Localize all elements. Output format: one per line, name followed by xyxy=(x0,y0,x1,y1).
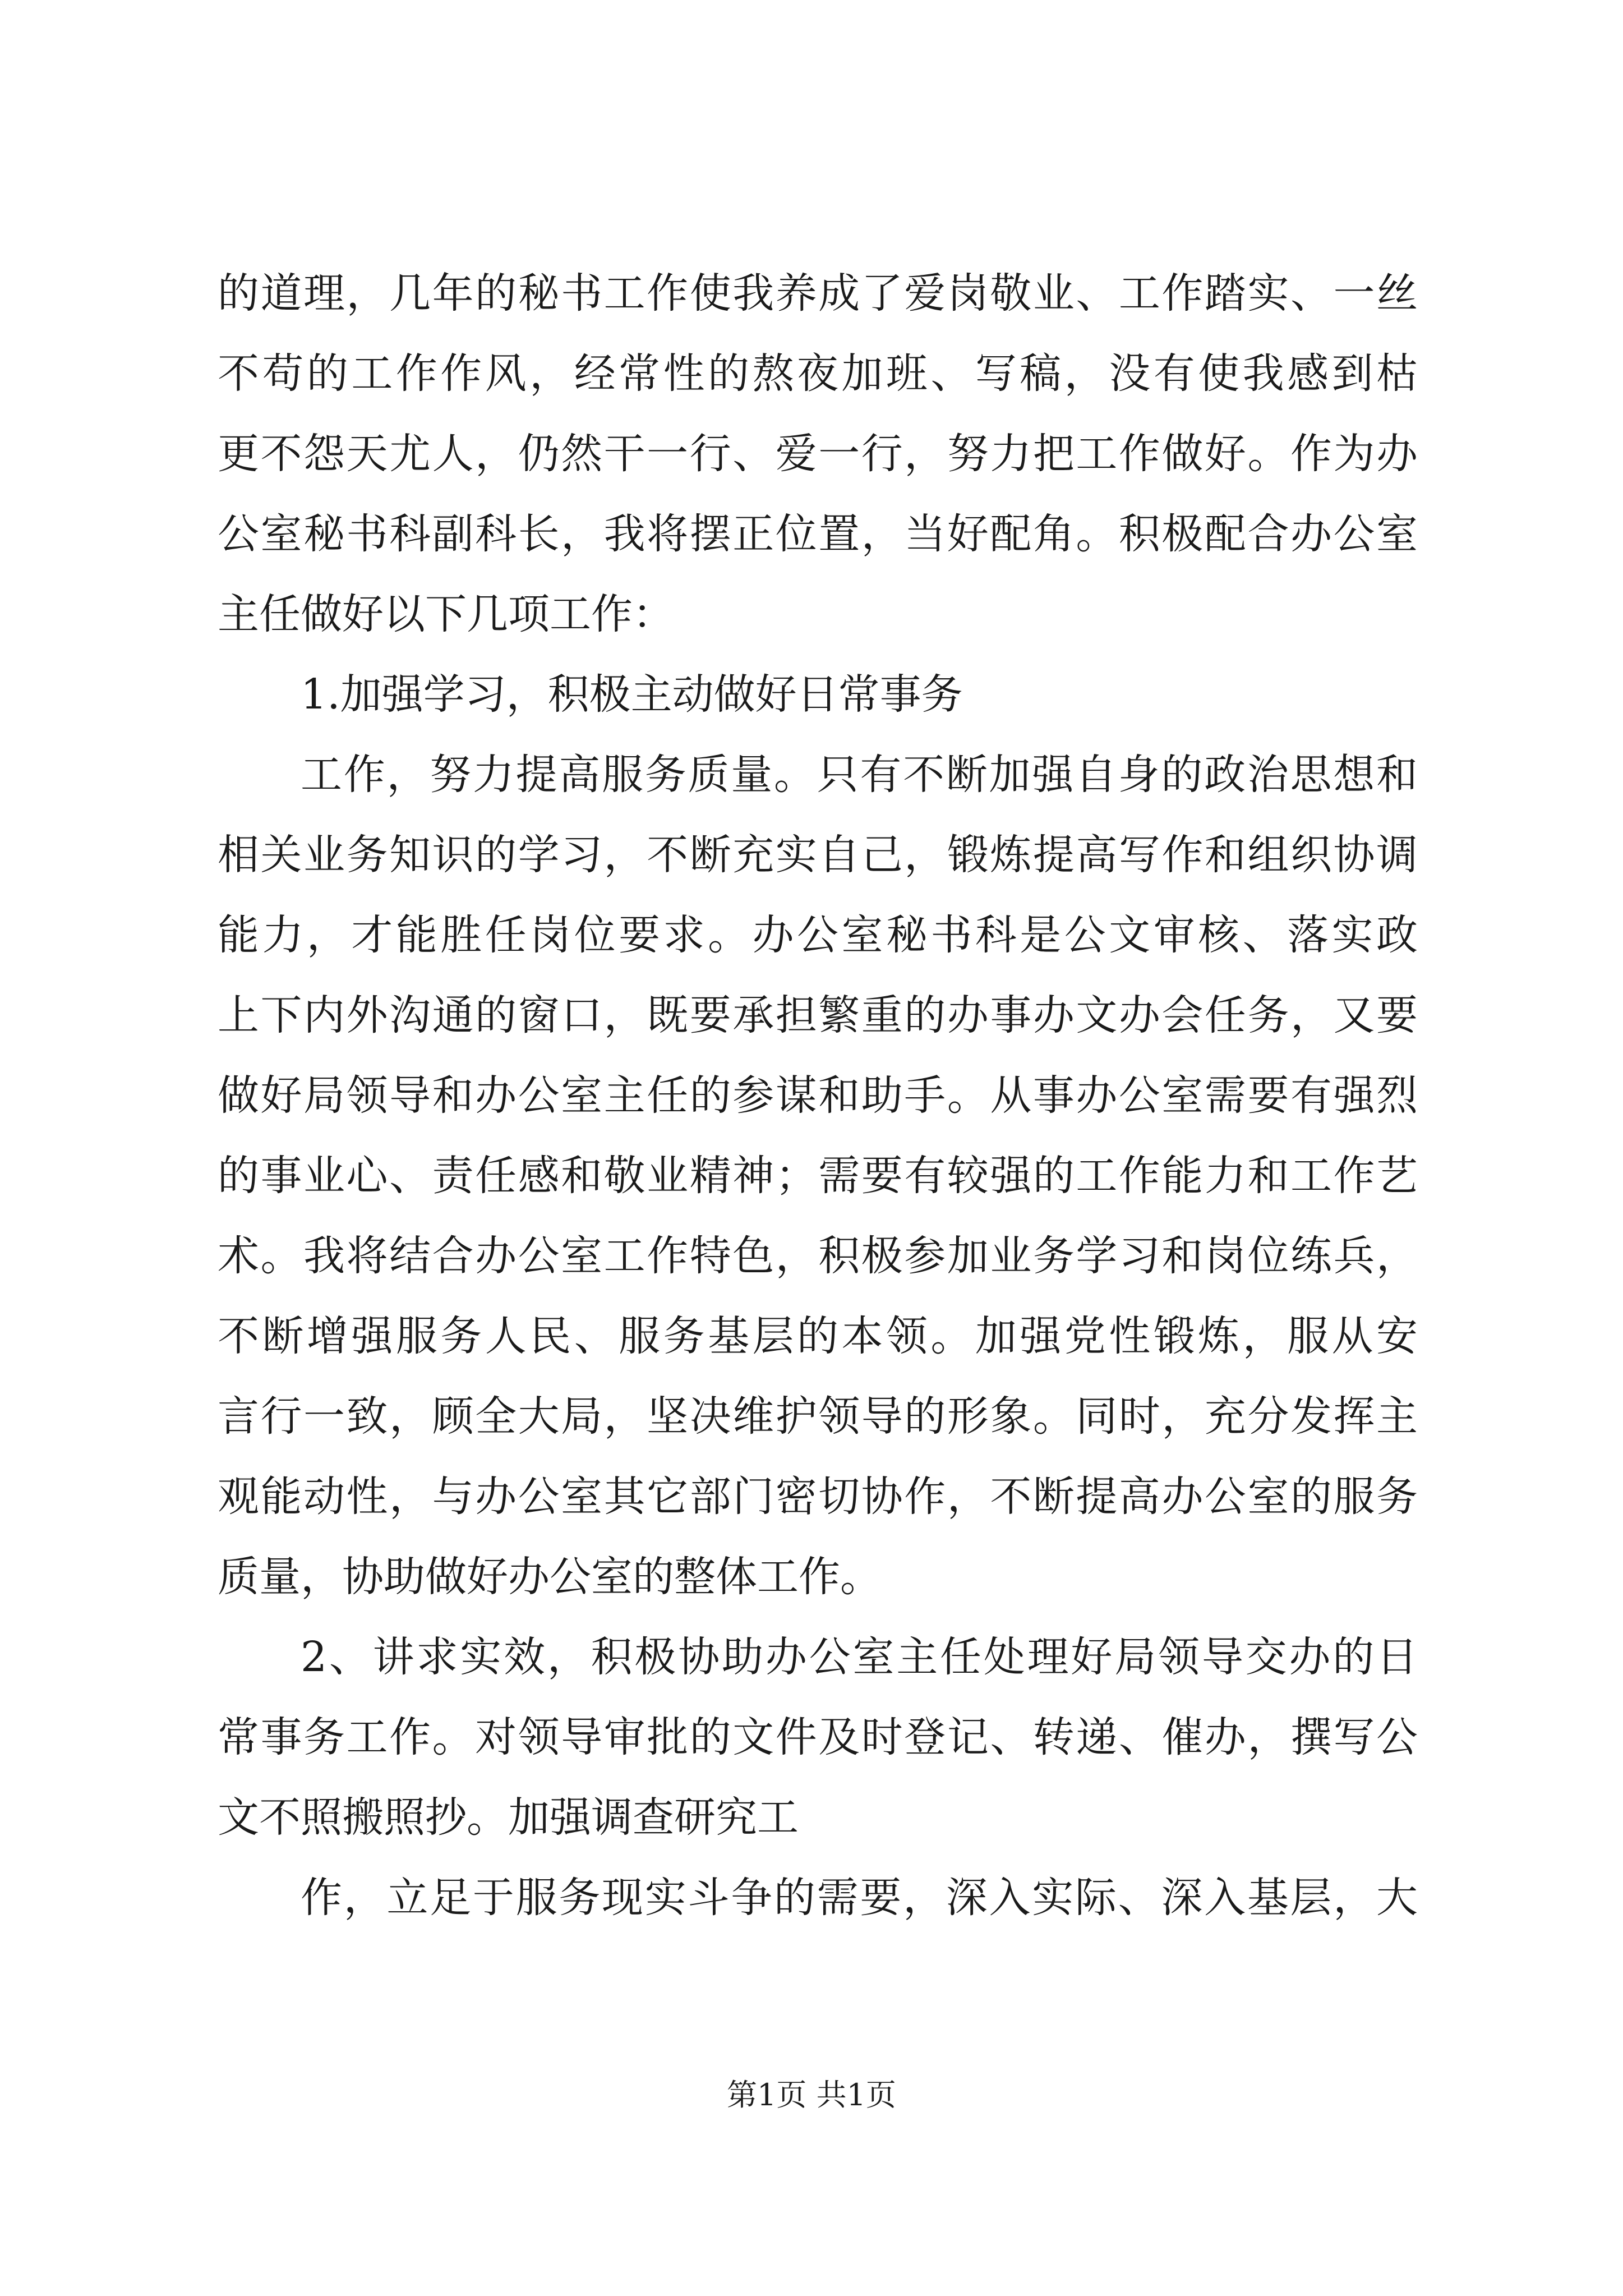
page-footer xyxy=(0,2073,1623,2118)
text-line: 不断增强服务人民、服务基层的本领。加强党性锻炼，服从安 xyxy=(218,1312,1418,1360)
text-line: 文不照搬照抄。加强调查研究工 xyxy=(218,1793,799,1842)
text-line: 质量，协助做好办公室的整体工作。 xyxy=(218,1553,882,1601)
text-line: 做好局领导和办公室主任的参谋和助手。从事办公室需要有强烈 xyxy=(218,1071,1418,1120)
text-line: 相关业务知识的学习，不断充实自己，锻炼提高写作和组织协调 xyxy=(218,831,1418,879)
text-line: 的道理，几年的秘书工作使我养成了爱岗敬业、工作踏实、一丝 xyxy=(218,269,1418,318)
section-heading-2: 2、讲求实效，积极协助办公室主任处理好局领导交办的日 xyxy=(301,1633,1418,1681)
text-line: 观能动性，与办公室其它部门密切协作，不断提高办公室的服务 xyxy=(218,1473,1418,1521)
page-number-label: 第1页 共1页 xyxy=(727,2077,896,2113)
text-line: 主任做好以下几项工作： xyxy=(218,590,674,638)
body-text xyxy=(218,254,1418,1938)
section-heading-1: 1.加强学习，积极主动做好日常事务 xyxy=(301,670,963,719)
text-line: 上下内外沟通的窗口，既要承担繁重的办事办文办会任务，又要 xyxy=(218,991,1418,1039)
text-line: 不苟的工作作风，经常性的熬夜加班、写稿，没有使我感到枯 xyxy=(218,349,1418,398)
text-line: 作，立足于服务现实斗争的需要，深入实际、深入基层，大 xyxy=(301,1874,1418,1922)
text-line: 能力，才能胜任岗位要求。办公室秘书科是公文审核、落实政 xyxy=(218,911,1418,959)
text-line: 术。我将结合办公室工作特色，积极参加业务学习和岗位练兵， xyxy=(218,1232,1418,1280)
text-line: 工作，努力提高服务质量。只有不断加强自身的政治思想和 xyxy=(301,751,1418,799)
text-line: 言行一致，顾全大局，坚决维护领导的形象。同时，充分发挥主 xyxy=(218,1392,1418,1441)
text-line: 公室秘书科副科长，我将摆正位置，当好配角。积极配合办公室 xyxy=(218,510,1418,558)
text-line: 常事务工作。对领导审批的文件及时登记、转递、催办，撰写公 xyxy=(218,1713,1418,1761)
text-line: 更不怨天尤人，仍然干一行、爱一行，努力把工作做好。作为办 xyxy=(218,430,1418,478)
text-line: 的事业心、责任感和敬业精神；需要有较强的工作能力和工作艺 xyxy=(218,1152,1418,1200)
